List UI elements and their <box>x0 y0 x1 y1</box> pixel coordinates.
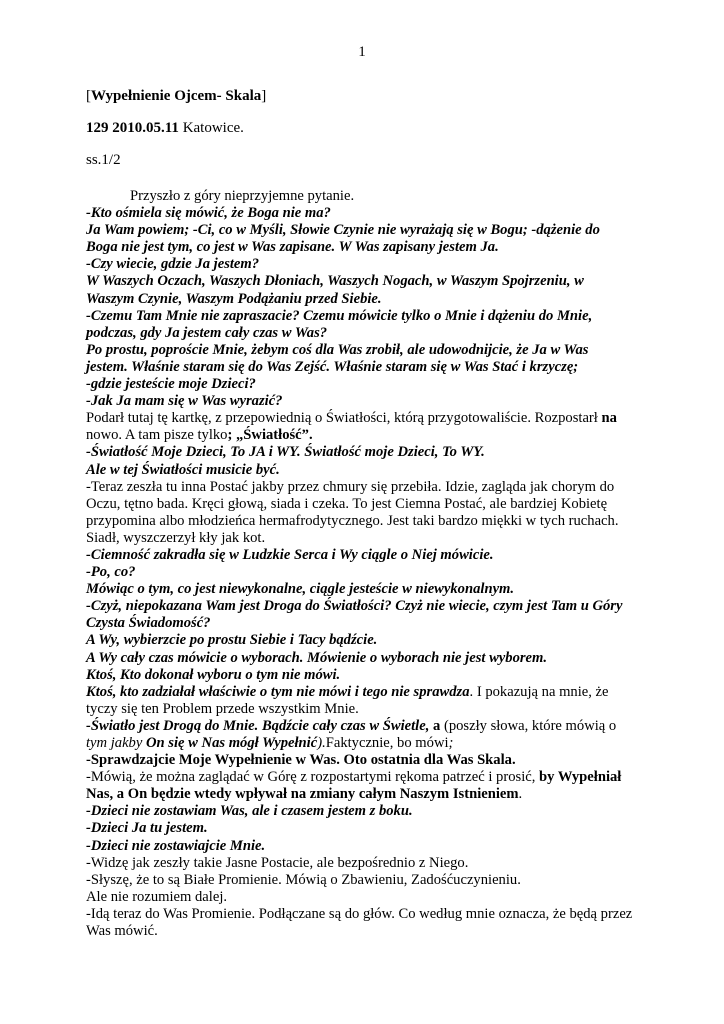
text-line <box>86 530 646 547</box>
document-body <box>86 188 646 940</box>
text-segment: Mówiąc o tym, co jest niewykonalne, ciągle jesteście w niewykonalnym. <box>86 581 515 598</box>
text-segment: A Wy cały czas mówicie o wyborach. Mówienie o wyborach nie jest wyborem. <box>86 649 548 666</box>
text-line <box>86 342 646 359</box>
text-line <box>86 222 646 239</box>
text-segment: -Po, co? <box>86 564 136 581</box>
text-line <box>86 393 646 410</box>
text-line <box>86 650 646 667</box>
text-segment: -Światłość Moje Dzieci, To JA i WY. Światłość moje Dzieci, To WY. <box>86 444 485 461</box>
text-segment: Ale nie rozumiem dalej. <box>86 888 228 905</box>
text-segment: -Czyż, niepokazana Wam jest Droga do Światłości? Czyż nie wiecie, czym jest Tam u Góry <box>86 598 623 615</box>
text-line <box>86 889 646 906</box>
text-segment: tym jakby <box>86 735 146 751</box>
text-segment: Nas, a On będzie wtedy wpływał na zmiany całym Naszym Istnieniem <box>86 786 519 803</box>
text-segment: Podarł tutaj tę kartkę, z przepowiednią o Światłości, którą przygotowaliście. Rozpostarł <box>86 410 602 427</box>
text-segment: -Czy wiecie, gdzie Ja jestem? <box>86 256 260 273</box>
text-segment: -Światło jest Drogą do Mnie. Bądźcie cały czas w Świetle, <box>86 717 434 734</box>
text-segment: Po prostu, poproście Mnie, żebym coś dla Was zrobił, ale udowodnijcie, że Ja w Was <box>86 341 589 358</box>
text-line <box>86 513 646 530</box>
text-segment: . <box>518 786 523 803</box>
text-segment: Was mówić. <box>86 923 158 940</box>
text-line <box>86 615 646 632</box>
text-segment: Czysta Świadomość? <box>86 615 211 632</box>
title-bracket-close: ] <box>261 88 267 104</box>
text-line <box>86 684 646 701</box>
entry-location: Katowice. <box>178 120 244 136</box>
text-line <box>86 444 646 461</box>
text-segment: -Teraz zeszła tu inna Postać jakby przez chmury się przebiła. Idzie, zagląda jak chorym do <box>86 478 615 495</box>
text-segment: Siadł, wyszczerzył kły jak kot. <box>86 529 266 546</box>
text-segment: -Idą teraz do Was Promienie. Podłączane są do głów. Co według mnie oznacza, że będą przez <box>86 905 633 922</box>
text-segment: Ja Wam powiem; -Ci, co w Myśli, Słowie Czynie nie wyrażają się w Bogu; -dążenie do <box>86 222 600 239</box>
text-line <box>86 325 646 342</box>
text-segment: (poszły słowa, które mówią o <box>440 717 617 734</box>
text-segment: nowo. A tam pisze tylko <box>86 427 228 444</box>
text-segment: Ale w tej Światłości musicie być. <box>86 461 280 478</box>
text-segment: -Dzieci nie zostawiajcie Mnie. <box>86 837 266 854</box>
text-line <box>86 701 646 718</box>
text-line <box>86 427 646 444</box>
text-line <box>86 308 646 325</box>
text-segment: -Kto ośmiela się mówić, że Boga nie ma? <box>86 205 331 222</box>
text-segment: A Wy, wybierzcie po prostu Siebie i Tacy bądźcie. <box>86 632 378 649</box>
text-line <box>86 239 646 256</box>
text-line <box>86 906 646 923</box>
text-segment: -gdzie jesteście moje Dzieci? <box>86 376 256 393</box>
text-segment: Przyszło z góry nieprzyjemne pytanie. <box>130 188 355 204</box>
page-range: ss.1/2 <box>86 152 121 168</box>
text-line <box>86 667 646 684</box>
text-line <box>86 410 646 427</box>
text-segment: -Słyszę, że to są Białe Promienie. Mówią o Zbawieniu, Zadośćuczynieniu. <box>86 871 521 888</box>
text-line <box>86 838 646 855</box>
text-segment: Waszym Czynie, Waszym Podążaniu przed Siebie. <box>86 290 382 307</box>
text-line <box>86 479 646 496</box>
text-line <box>86 359 646 376</box>
text-line <box>86 735 646 752</box>
text-line <box>86 205 646 222</box>
entry-header <box>86 120 244 137</box>
text-line <box>86 188 646 205</box>
text-segment: ). <box>317 735 326 751</box>
text-segment: tyczy się ten Problem przede wszystkim Mnie. <box>86 700 359 717</box>
text-segment: Ktoś, kto zadziałał właściwie o tym nie mówi i tego nie sprawdza <box>86 683 470 700</box>
text-segment: podczas, gdy Ja jestem cały czas w Was? <box>86 324 328 341</box>
text-segment: On się w Nas mógł Wypełnić <box>145 735 318 751</box>
text-line <box>86 820 646 837</box>
page-number: 1 <box>358 44 366 60</box>
text-line <box>86 291 646 308</box>
text-line <box>86 581 646 598</box>
text-line <box>86 547 646 564</box>
text-line <box>86 632 646 649</box>
text-segment: Ktoś, Kto dokonał wyboru o tym nie mówi. <box>86 666 341 683</box>
text-segment: Faktycznie, bo mówi <box>325 735 449 751</box>
text-line <box>86 752 646 769</box>
text-segment: -Jak Ja mam się w Was wyrazić? <box>86 393 283 410</box>
text-segment: -Mówią, że można zaglądać w Górę z rozpostartymi rękoma patrzeć i prosić, <box>86 769 540 786</box>
text-line <box>86 376 646 393</box>
text-segment: -Ciemność zakradła się w Ludzkie Serca i Wy ciągle o Niej mówicie. <box>86 546 494 563</box>
text-line <box>86 718 646 735</box>
title-text: Wypełnienie Ojcem- Skala <box>91 88 262 104</box>
text-line <box>86 462 646 479</box>
text-line <box>86 923 646 940</box>
text-segment: ; <box>448 735 454 751</box>
text-segment: a <box>433 717 441 734</box>
text-segment: by Wypełniał <box>539 769 622 786</box>
document-title <box>86 88 266 105</box>
text-segment: . I pokazują na mnie, że <box>469 683 609 700</box>
text-line <box>86 564 646 581</box>
text-segment: ; „Światłość”. <box>227 427 313 444</box>
text-line <box>86 598 646 615</box>
text-segment: -Dzieci Ja tu jestem. <box>86 820 208 837</box>
text-segment: Boga nie jest tym, co jest w Was zapisane. W Was zapisany jestem Ja. <box>86 239 499 256</box>
text-segment: przypomina albo młodzieńca hermafrodytycznego. Jest taki bardzo miękki w tych ruchach. <box>86 512 619 529</box>
text-segment: Oczu, tętno bada. Kręci głową, siada i czeka. To jest Ciemna Postać, ale bardziej Kobietę <box>86 495 608 512</box>
text-line <box>86 855 646 872</box>
text-segment: -Sprawdzajcie Moje Wypełnienie w Was. Oto ostatnia dla Was Skala. <box>86 752 516 769</box>
text-segment: -Widzę jak zeszły takie Jasne Postacie, ale bezpośrednio z Niego. <box>86 854 469 871</box>
entry-number: 129 2010.05.11 <box>86 120 179 136</box>
text-line <box>86 256 646 273</box>
text-segment: -Dzieci nie zostawiam Was, ale i czasem jestem z boku. <box>86 803 413 820</box>
title-bracket-open: [ <box>86 88 91 104</box>
text-line <box>86 769 646 786</box>
text-line <box>86 803 646 820</box>
text-line <box>86 872 646 889</box>
text-line <box>86 786 646 803</box>
text-segment: na <box>601 410 617 427</box>
text-line <box>86 496 646 513</box>
text-segment: W Waszych Oczach, Waszych Dłoniach, Waszych Nogach, w Waszym Spojrzeniu, w <box>86 273 584 290</box>
text-segment: jestem. Właśnie staram się do Was Zejść. Właśnie staram się w Was Stać i krzyczę; <box>86 358 579 375</box>
text-segment: -Czemu Tam Mnie nie zapraszacie? Czemu mówicie tylko o Mnie i dążeniu do Mnie, <box>86 307 593 324</box>
text-line <box>86 273 646 290</box>
